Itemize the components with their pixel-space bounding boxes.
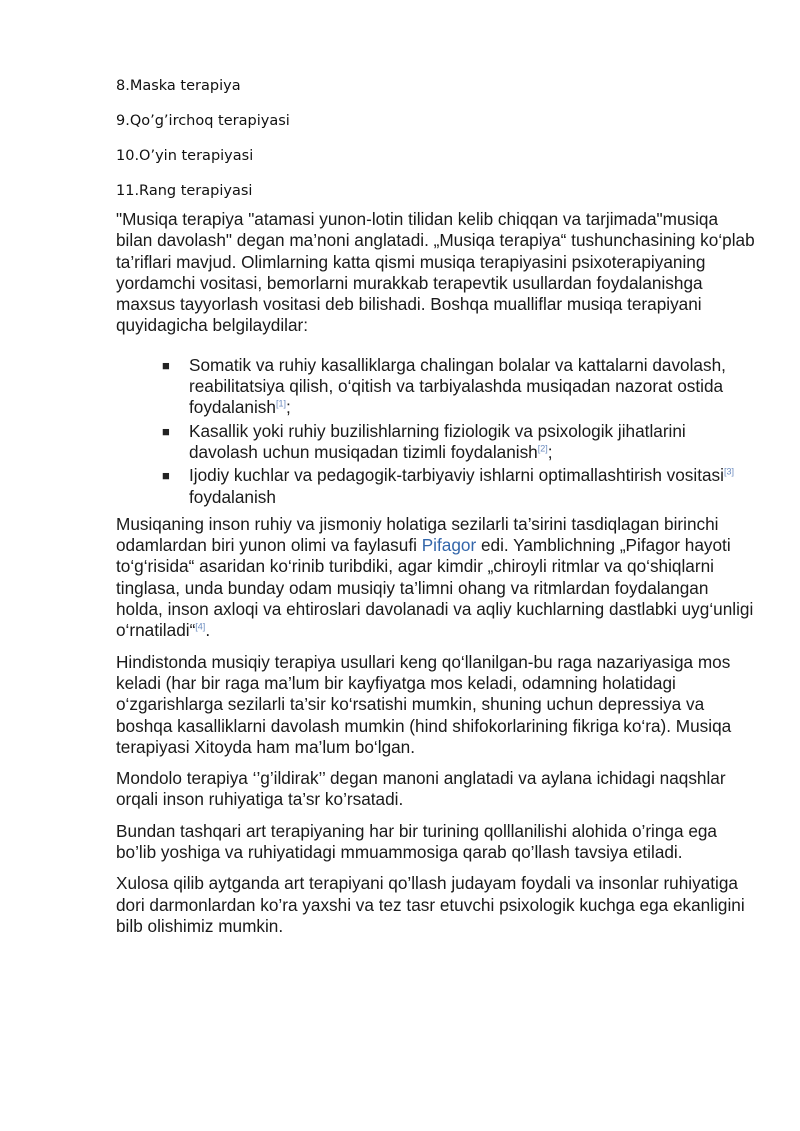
pifagor-link[interactable]: Pifagor bbox=[421, 535, 477, 556]
bullet-icon: ■ bbox=[162, 468, 170, 484]
document-body bbox=[116, 76, 756, 947]
intro-paragraph: "Musiqa terapiya "atamasi yunon-lotin tilidan kelib chiqqan va tarjimada"musiqa bilan davolash" degan ma’noni anglatadi. „Musiqa terapiya“ tushunchasining ko‘plab ta’riflari mavjud. Olimlarning katta qismi musiqa terapiyasini psixoterapiyaning yordamchi vositasi, bemorlarni murakkab terapevtik usullardan foydalanishga maxsus tayyorlash vositasi deb bilishadi. Boshqa mualliflar musiqa terapiyani quyidagicha belgilaydilar: bbox=[116, 209, 755, 336]
reference-link[interactable]: [3] bbox=[723, 466, 734, 477]
bullet-icon: ■ bbox=[162, 423, 170, 439]
definition-item bbox=[162, 355, 756, 419]
bullet-icon: ■ bbox=[162, 357, 170, 373]
definition-item bbox=[162, 421, 756, 464]
pythagoras-paragraph bbox=[116, 514, 756, 642]
india-paragraph: Hindistonda musiqiy terapiya usullari keng qo‘llanilgan-bu raga nazariyasiga mos keladi (har bir raga ma’lum bir kayfiyatga mos keladi, odamning holatidagi o‘zgarishlarga sezilarli ta’sir ko‘rsatishi mumkin, shuning uchun depressiya va boshqa kasalliklarni davolash mumkin (hind shifokorlarining fikriga ko‘ra). Musiqa terapiyasi Xitoyda ham ma’lum bo‘lgan. bbox=[116, 651, 732, 757]
definition-suffix: foydalanish bbox=[189, 486, 276, 507]
pythagoras-text-end: edi. Yamblichning „Pifagor hayoti to‘g‘risida“ asaridan ko‘rinib turibdiki, agar kimdir „chiroyli ritmlar va qo‘shiqlarni tinglasa, unda bunday odam musiqiy ta’limni ohang va ritmlardan foydalangan holda, inson axloqi va ehtiroslari davolanadi va aqliy kuchlarning dastlabki uyg‘unligi o‘rnatiladi“ bbox=[116, 535, 754, 641]
list-item-mask-therapy: 8.Maska terapiya bbox=[116, 78, 241, 94]
reference-link[interactable]: [1] bbox=[275, 398, 286, 409]
art-therapy-paragraph: Bundan tashqari art terapiyaning har bir turining qolllanilishi alohida o’ringa ega bo’lib yoshiga va ruhiyatidagi mmuammosiga qarab qo’llash tavsiya etiladi. bbox=[116, 820, 717, 863]
list-item-color-therapy: 11.Rang terapiyasi bbox=[116, 183, 253, 199]
pythagoras-text-start: Musiqaning inson ruhiy va jismoniy holatiga sezilarli ta’sirini tasdiqlagan birinchi odamlardan biri yunon olimi va faylasufi bbox=[116, 513, 719, 556]
definition-suffix: ; bbox=[285, 397, 291, 418]
definition-suffix: ; bbox=[547, 441, 553, 462]
reference-link[interactable]: [4] bbox=[195, 621, 206, 632]
list-item-play-therapy: 10.O’yin terapiyasi bbox=[116, 148, 254, 164]
definition-item bbox=[162, 465, 756, 508]
mandala-paragraph: Mondolo terapiya ‘’g’ildirak’’ degan manoni anglatadi va aylana ichidagi naqshlar orqali inson ruhiyatiga ta’sr ko’rsatadi. bbox=[116, 768, 726, 810]
pythagoras-period: . bbox=[205, 620, 211, 641]
reference-link[interactable]: [2] bbox=[537, 443, 548, 454]
definitions-list bbox=[116, 355, 756, 508]
list-item-puppet-therapy: 9.Qo’g’irchoq terapiyasi bbox=[116, 113, 290, 129]
definition-text: Ijodiy kuchlar va pedagogik-tarbiyaviy ishlarni optimallashtirish vositasi bbox=[189, 465, 724, 486]
definition-text: Kasallik yoki ruhiy buzilishlarning fiziologik va psixologik jihatlarini davolash uchun musiqadan tizimli foydalanish bbox=[189, 420, 686, 462]
conclusion-paragraph: Xulosa qilib aytganda art terapiyani qo’llash judayam foydali va insonlar ruhiyatiga dori darmonlardan ko’ra yaxshi va tez tasr etuvchi psixologik kuchga ega ekanligini bilb olishimiz mumkin. bbox=[116, 873, 745, 936]
definition-text: Somatik va ruhiy kasalliklarga chalingan bolalar va kattalarni davolash, reabilitatsiya qilish, o‘qitish va tarbiyalashda musiqadan nazorat ostida foydalanish bbox=[189, 354, 726, 418]
